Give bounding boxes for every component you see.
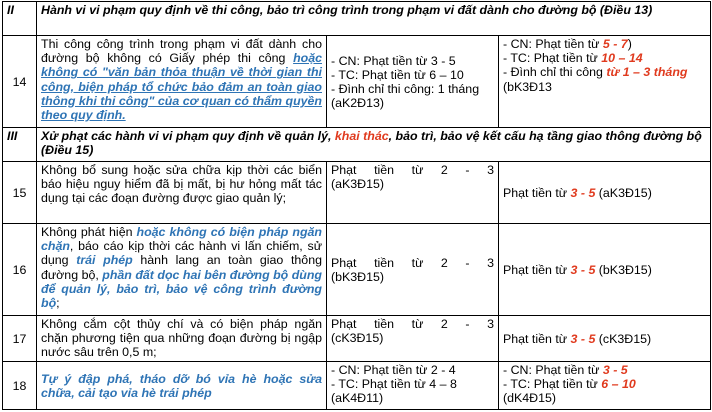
row-14-new-ref: (bK3Đ13 [503,79,552,94]
row-18-old-cn: - CN: Phạt tiền từ 2 - 4 [331,363,456,377]
row-16-desc-highlight-2: trái phép [76,253,133,268]
row-18-new-tc-label: - TC: Phạt tiền từ [503,377,602,392]
row-14-new-cn-value: 5 - 7 [602,37,628,51]
row-18-stt: 18 [3,362,37,410]
row-15-new-label: Phạt tiền từ [503,185,571,200]
row-15-new-ref: (aK3Đ15) [595,185,652,200]
row-18-old-ref: (aK4Đ11) [331,391,384,406]
row-16-new-penalty [499,224,711,316]
row-17-old-penalty [327,316,499,362]
row-16-new-value: 3 - 5 [570,262,596,277]
row-16-desc-text-1: Không phát hiện [41,225,137,239]
row-14-new-tc-label: - TC: Phạt tiền từ [503,51,602,66]
row-14-old-suspend: - Đình chỉ thi công: 1 tháng [331,82,480,96]
row-18-old-tc: - TC: Phạt tiền từ 4 – 8 [331,377,457,392]
row-18-description [37,362,327,410]
row-15-old-penalty [327,162,499,224]
row-17-old-amount: Phạt tiền từ 2 - 3 [331,317,494,331]
section-iii-heading-highlight: khai thác [334,129,389,143]
row-16-desc-highlight-3: phần đất dọc hai bên đường bộ dùng để quản lý, bảo trì, bảo vệ công trình đường bộ [41,267,322,311]
row-18-desc-highlight: Tự ý đập phá, tháo dỡ bó vỉa hè hoặc sửa chữa, cải tạo vỉa hè trái phép [41,371,322,400]
row-14-desc-text: Thi công công trình trong phạm vi đất dành cho đường bộ không có Giấy phép thi công [41,37,322,66]
row-16-new-label: Phạt tiền từ [503,262,571,277]
row-14-new-tc [503,51,706,65]
row-14-desc-highlight: hoặc không có "văn bản thỏa thuận về thời gian thi công, biện pháp tổ chức bảo đảm an toàn giao thông khi thi công" của cơ quan có thẩm quyền theo quy định. [41,51,322,123]
row-16-old-amount: Phạt tiền từ 2 - 3 [331,255,494,270]
section-ii-number: II [3,2,37,36]
row-16-old-ref: (bK3Đ15) [331,270,385,284]
row-15-new-value: 3 - 5 [570,185,596,200]
section-ii-row [3,2,711,36]
row-14-new-cn-close: ) [627,37,632,51]
row-17-old-ref: (cK3Đ15) [331,331,384,346]
row-18-new-penalty [499,362,711,410]
section-ii-heading: Hành vi vi phạm quy định về thi công, bảo trì công trình trong phạm vi đất dành cho đường bộ (Điều 13) [37,2,711,36]
row-14-new-penalty [499,36,711,128]
table-row-14 [3,36,711,128]
row-14-new-tc-value: 10 – 14 [601,51,643,66]
section-iii-heading-text: Xử phạt các hành vi vi phạm quy định về quản lý, [41,129,335,143]
row-16-old-penalty [327,224,499,316]
row-18-new-tc-value: 6 – 10 [601,377,636,392]
row-15-stt: 15 [3,162,37,224]
row-15-old-amount: Phạt tiền từ 2 - 3 [331,163,494,177]
row-17-new-value: 3 - 5 [570,331,596,346]
section-iii-heading [37,128,711,162]
row-18-new-cn-label: - CN: Phạt tiền từ [503,363,603,377]
row-16-description [37,224,327,316]
row-14-old-tc: - TC: Phạt tiền từ 6 – 10 [331,67,464,82]
row-18-new-ref: (dK4Đ15) [503,391,557,406]
row-14-new-cn-label: - CN: Phạt tiền từ [503,37,603,51]
row-18-new-tc [503,377,706,391]
row-16-stt: 16 [3,224,37,316]
table-row-17 [3,316,711,362]
row-17-stt: 17 [3,316,37,362]
row-17-new-penalty [499,316,711,362]
row-14-new-suspend [503,65,706,79]
row-18-new-cn-value: 3 - 5 [602,363,628,377]
row-16-desc-text-4: ; [56,296,60,311]
row-16-new-ref: (bK3Đ15) [595,262,652,277]
penalty-table [2,1,711,410]
row-15-new-penalty [499,162,711,224]
row-18-old-penalty [327,362,499,410]
row-16-desc-text-3: hành lang an toàn giao thông đường bộ, [41,253,322,282]
table-row-16 [3,224,711,316]
row-16-desc-highlight-1: hoặc không có biện pháp ngăn chặn [41,225,322,254]
row-14-stt: 14 [3,36,37,128]
row-17-new-label: Phạt tiền từ [503,331,571,346]
row-14-old-ref: (aK2Đ13) [331,96,385,111]
row-14-old-cn: - CN: Phạt tiền từ 3 - 5 [331,53,456,68]
row-15-description: Không bổ sung hoặc sửa chữa kịp thời các biển báo hiệu nguy hiểm đã bị mất, bị hư hỏng mất tác dụng tại các đoạn đường được giao quản lý; [37,162,327,224]
section-iii-heading-rest: , bảo trì, bảo vệ kết cấu hạ tầng giao thông đường bộ (Điều 15) [41,129,702,158]
table-row-15 [3,162,711,224]
row-17-new-ref: (cK3Đ15) [595,331,652,346]
section-iii-number: III [3,128,37,162]
row-14-new-cn [503,37,706,51]
row-15-old-ref: (aK3Đ15) [331,177,385,192]
row-17-description: Không cắm cột thủy chí và có biện pháp ngăn chặn phương tiện qua những đoạn đường bị ngập nước sâu trên 0,5 m; [37,316,327,362]
row-18-new-cn [503,363,706,377]
row-16-desc-text-2: , báo cáo kịp thời các hành vi lấn chiếm, sử dụng [41,239,322,268]
table-row-18 [3,362,711,410]
section-iii-row [3,128,711,162]
row-14-new-suspend-label: - Đình chỉ thi công [503,65,607,80]
row-14-description [37,36,327,128]
row-14-old-penalty [327,36,499,128]
row-14-new-suspend-value: từ 1 – 3 tháng [606,65,688,80]
